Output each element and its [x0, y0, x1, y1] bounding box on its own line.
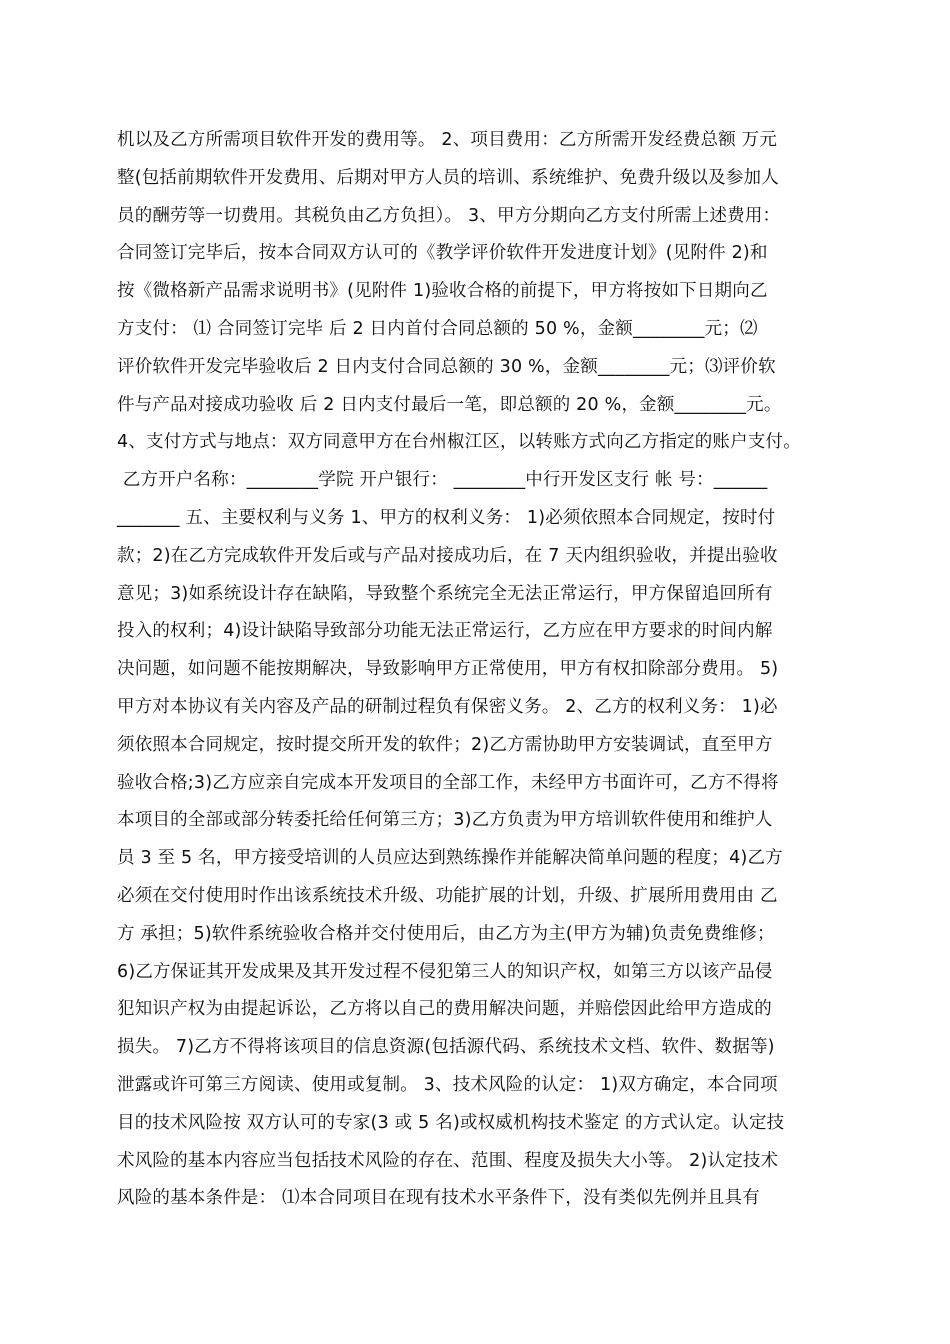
- text-line: 损失。 7)乙方不得将该项目的信息资源(包括源代码、系统技术文档、软件、数据等): [117, 1037, 775, 1058]
- text-line: 必须在交付使用时作出该系统技术升级、功能扩展的计划，升级、扩展所用费用由 乙: [117, 885, 778, 906]
- text-line: 4、支付方式与地点：双方同意甲方在台州椒江区，以转账方式向乙方指定的账户支付。: [117, 432, 801, 453]
- text-line: 整(包括前期软件开发费用、后期对甲方人员的培训、系统维护、免费升级以及参加人: [117, 167, 779, 188]
- text-line: 员的酬劳等一切费用。其税负由乙方负担）。 3、甲方分期向乙方支付所需上述费用：: [117, 205, 781, 226]
- text-line: 方 承担；5)软件系统验收合格并交付使用后，由乙方为主(甲方为辅)负责免费维修；: [117, 923, 775, 944]
- text-line: 乙方开户名称：________学院 开户银行： ________中行开发区支行 帐 号：______: [117, 470, 768, 491]
- text-line: 6)乙方保证其开发成果及其开发过程不侵犯第三人的知识产权，如第三方以该产品侵: [117, 961, 773, 982]
- text-line: 本项目的全部或部分转委托给任何第三方；3)乙方负责为甲方培训软件使用和维护人: [117, 810, 773, 831]
- text-line: 方支付： ⑴ 合同签订完毕 后 2 日内首付合同总额的 50 %，金额________元；⑵: [117, 318, 758, 339]
- text-line: 验收合格;3)乙方应亲自完成本开发项目的全部工作，未经甲方书面许可，乙方不得将: [117, 772, 779, 793]
- text-line: _______ 五、主要权利与义务 1、甲方的权利义务： 1)必须依照本合同规定，按时付: [117, 507, 776, 528]
- text-line: 意见；3)如系统设计存在缺陷，导致整个系统完全无法正常运行，甲方保留追回所有: [117, 583, 773, 604]
- text-line: 件与产品对接成功验收 后 2 日内支付最后一笔，即总额的 20 %，金额________元。: [117, 394, 782, 415]
- text-line: 犯知识产权为由提起诉讼，乙方将以自己的费用解决问题，并赔偿因此给甲方造成的: [117, 999, 772, 1020]
- contract-text-body: [117, 122, 837, 1218]
- text-line: 员 3 至 5 名，甲方接受培训的人员应达到熟练操作并能解决简单问题的程度；4)乙方: [117, 848, 783, 869]
- text-line: 机以及乙方所需项目软件开发的费用等。 2、项目费用：乙方所需开发经费总额 万元: [117, 130, 778, 150]
- text-line: 目的技术风险按 双方认可的专家(3 或 5 名)或权威机构技术鉴定 的方式认定。认定技: [117, 1112, 785, 1133]
- text-line: 按《微格新产品需求说明书》(见附件 1)验收合格的前提下，甲方将按如下日期向乙: [117, 281, 768, 302]
- text-line: 评价软件开发完毕验收后 2 日内支付合同总额的 30 %，金额________元；⑶评价软: [117, 356, 776, 377]
- text-line: 风险的基本条件是： ⑴本合同项目在现有技术水平条件下，没有类似先例并且具有: [117, 1188, 760, 1209]
- text-line: 投入的权利；4)设计缺陷导致部分功能无法正常运行，乙方应在甲方要求的时间内解: [117, 621, 773, 642]
- text-line: 合同签订完毕后，按本合同双方认可的《教学评价软件开发进度计划》(见附件 2)和: [117, 243, 768, 264]
- text-line: 甲方对本协议有关内容及产品的研制过程负有保密义务。 2、乙方的权利义务： 1)必: [117, 696, 778, 717]
- text-line: 须依照本合同规定，按时提交所开发的软件；2)乙方需协助甲方安装调试，直至甲方: [117, 734, 773, 755]
- text-line: 泄露或许可第三方阅读、使用或复制。 3、技术风险的认定： 1)双方确定，本合同项: [117, 1074, 778, 1095]
- text-line: 术风险的基本内容应当包括技术风险的存在、范围、程度及损失大小等。 2)认定技术: [117, 1150, 779, 1171]
- text-line: 决问题，如问题不能按期解决，导致影响甲方正常使用，甲方有权扣除部分费用。 5): [117, 659, 779, 680]
- text-line: 款；2)在乙方完成软件开发后或与产品对接成功后，在 7 天内组织验收，并提出验收: [117, 545, 778, 566]
